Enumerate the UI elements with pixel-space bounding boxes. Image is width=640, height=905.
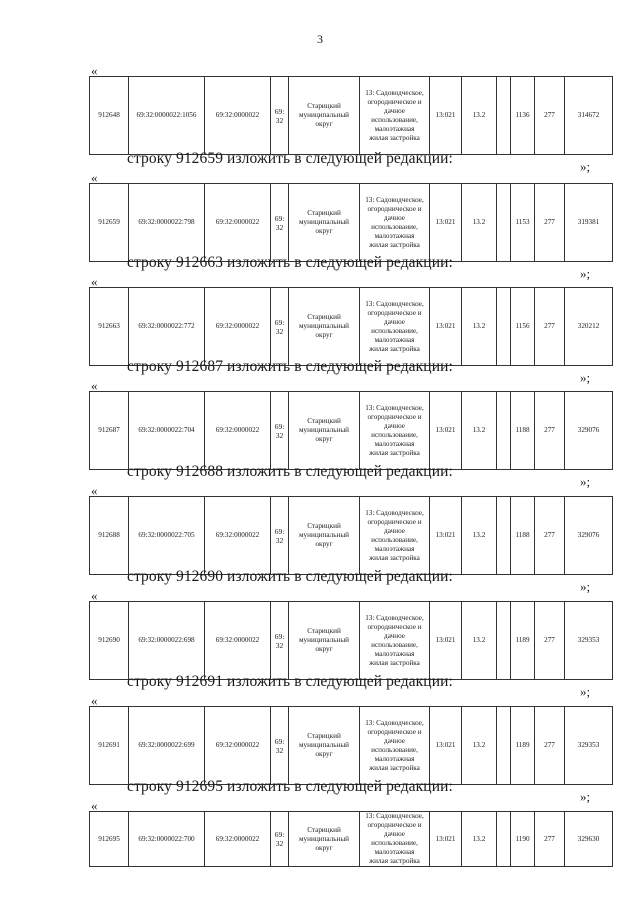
table-row	[90, 602, 613, 680]
cell-id: 912688	[90, 497, 129, 575]
cell-empty	[497, 812, 511, 867]
cell-id: 912687	[90, 392, 129, 470]
cell-group: 13.2	[462, 707, 497, 785]
cell-cadastral-number: 69:32:0000022:772	[129, 288, 205, 366]
cell-cadastral-number: 69:32:0000022:705	[129, 497, 205, 575]
cell-id: 912648	[90, 77, 129, 155]
cell-region: 69: 32	[271, 288, 289, 366]
open-quote: «	[91, 693, 98, 708]
cell-district: Старицкий муниципальный округ	[289, 184, 360, 262]
cell-empty	[497, 392, 511, 470]
cell-value: 319381	[565, 184, 613, 262]
open-quote: «	[91, 274, 98, 289]
cell-value: 329353	[565, 707, 613, 785]
cell-group: 13.2	[462, 184, 497, 262]
cell-use-code: 13:021	[430, 707, 462, 785]
cell-id: 912695	[90, 812, 129, 867]
cell-value: 329630	[565, 812, 613, 867]
cell-land-use: 13: Садоводческое, огородническое и дачное использование, малоэтажная жилая застройка	[360, 77, 430, 155]
amendment-instruction: строку 912695 изложить в следующей редакции:	[127, 778, 453, 795]
cell-region: 69: 32	[271, 707, 289, 785]
cell-rate: 277	[535, 184, 565, 262]
cell-use-code: 13:021	[430, 602, 462, 680]
amendment-instruction: строку 912690 изложить в следующей редакции:	[127, 568, 453, 585]
close-quote: »;	[580, 789, 591, 804]
cell-value: 329353	[565, 602, 613, 680]
cell-cadastral-number: 69:32:0000022:698	[129, 602, 205, 680]
cell-rate: 277	[535, 392, 565, 470]
close-quote: »;	[580, 266, 591, 281]
amendment-instruction: строку 912659 изложить в следующей редакции:	[127, 150, 453, 167]
cell-use-code: 13:021	[430, 77, 462, 155]
cell-empty	[497, 497, 511, 575]
open-quote: «	[91, 798, 98, 813]
cell-land-use: 13: Садоводческое, огородническое и дачное использование, малоэтажная жилая застройка	[360, 602, 430, 680]
cell-region: 69: 32	[271, 77, 289, 155]
cell-empty	[497, 288, 511, 366]
cell-rate: 277	[535, 77, 565, 155]
cell-region: 69: 32	[271, 392, 289, 470]
cell-quarter-code: 69:32:0000022	[205, 812, 271, 867]
cell-district: Старицкий муниципальный округ	[289, 288, 360, 366]
cell-value: 320212	[565, 288, 613, 366]
cell-land-use: 13: Садоводческое, огородническое и дачное использование, малоэтажная жилая застройка	[360, 184, 430, 262]
cell-area: 1153	[511, 184, 535, 262]
cell-cadastral-number: 69:32:0000022:1056	[129, 77, 205, 155]
cell-district: Старицкий муниципальный округ	[289, 707, 360, 785]
cell-district: Старицкий муниципальный округ	[289, 392, 360, 470]
cell-land-use: 13: Садоводческое, огородническое и дачное использование, малоэтажная жилая застройка	[360, 812, 430, 867]
cell-cadastral-number: 69:32:0000022:704	[129, 392, 205, 470]
close-quote: »;	[580, 370, 591, 385]
cell-group: 13.2	[462, 812, 497, 867]
register-row-table	[89, 706, 613, 785]
amendment-instruction: строку 912663 изложить в следующей редакции:	[127, 254, 453, 271]
cell-empty	[497, 602, 511, 680]
cell-empty	[497, 77, 511, 155]
cell-group: 13.2	[462, 77, 497, 155]
cell-district: Старицкий муниципальный округ	[289, 497, 360, 575]
register-row-table	[89, 76, 613, 155]
close-quote: »;	[580, 684, 591, 699]
cell-use-code: 13:021	[430, 497, 462, 575]
cell-land-use: 13: Садоводческое, огородническое и дачное использование, малоэтажная жилая застройка	[360, 707, 430, 785]
open-quote: «	[91, 63, 98, 78]
register-row-table	[89, 811, 613, 867]
cell-empty	[497, 184, 511, 262]
cell-group: 13.2	[462, 497, 497, 575]
cell-district: Старицкий муниципальный округ	[289, 77, 360, 155]
table-row	[90, 392, 613, 470]
register-row-table	[89, 496, 613, 575]
register-row-table	[89, 183, 613, 262]
cell-cadastral-number: 69:32:0000022:700	[129, 812, 205, 867]
cell-district: Старицкий муниципальный округ	[289, 602, 360, 680]
cell-value: 329076	[565, 497, 613, 575]
cell-land-use: 13: Садоводческое, огородническое и дачное использование, малоэтажная жилая застройка	[360, 288, 430, 366]
cell-area: 1189	[511, 707, 535, 785]
amendment-instruction: строку 912687 изложить в следующей редакции:	[127, 358, 453, 375]
cell-value: 314672	[565, 77, 613, 155]
close-quote: »;	[580, 579, 591, 594]
cell-region: 69: 32	[271, 602, 289, 680]
open-quote: «	[91, 170, 98, 185]
cell-area: 1189	[511, 602, 535, 680]
amendment-instruction: строку 912688 изложить в следующей редакции:	[127, 463, 453, 480]
amendment-instruction: строку 912691 изложить в следующей редакции:	[127, 673, 453, 690]
cell-id: 912690	[90, 602, 129, 680]
page-number: 3	[317, 32, 323, 46]
cell-quarter-code: 69:32:0000022	[205, 497, 271, 575]
cell-value: 329076	[565, 392, 613, 470]
cell-quarter-code: 69:32:0000022	[205, 602, 271, 680]
cell-area: 1188	[511, 497, 535, 575]
cell-rate: 277	[535, 497, 565, 575]
table-row	[90, 184, 613, 262]
cell-use-code: 13:021	[430, 184, 462, 262]
table-row	[90, 707, 613, 785]
register-row-table	[89, 391, 613, 470]
cell-quarter-code: 69:32:0000022	[205, 288, 271, 366]
cell-land-use: 13: Садоводческое, огородническое и дачное использование, малоэтажная жилая застройка	[360, 392, 430, 470]
cell-rate: 277	[535, 707, 565, 785]
cell-use-code: 13:021	[430, 288, 462, 366]
cell-id: 912691	[90, 707, 129, 785]
cell-quarter-code: 69:32:0000022	[205, 392, 271, 470]
cell-quarter-code: 69:32:0000022	[205, 707, 271, 785]
cell-rate: 277	[535, 602, 565, 680]
cell-quarter-code: 69:32:0000022	[205, 184, 271, 262]
cell-region: 69: 32	[271, 184, 289, 262]
cell-area: 1136	[511, 77, 535, 155]
cell-group: 13.2	[462, 602, 497, 680]
cell-id: 912659	[90, 184, 129, 262]
cell-use-code: 13:021	[430, 392, 462, 470]
cell-quarter-code: 69:32:0000022	[205, 77, 271, 155]
cell-id: 912663	[90, 288, 129, 366]
open-quote: «	[91, 483, 98, 498]
cell-area: 1190	[511, 812, 535, 867]
register-row-table	[89, 287, 613, 366]
register-row-table	[89, 601, 613, 680]
open-quote: «	[91, 378, 98, 393]
cell-rate: 277	[535, 288, 565, 366]
cell-cadastral-number: 69:32:0000022:798	[129, 184, 205, 262]
cell-region: 69: 32	[271, 812, 289, 867]
cell-rate: 277	[535, 812, 565, 867]
table-row	[90, 812, 613, 867]
cell-group: 13.2	[462, 392, 497, 470]
close-quote: »;	[580, 474, 591, 489]
cell-use-code: 13:021	[430, 812, 462, 867]
cell-area: 1156	[511, 288, 535, 366]
cell-cadastral-number: 69:32:0000022:699	[129, 707, 205, 785]
open-quote: «	[91, 588, 98, 603]
cell-group: 13.2	[462, 288, 497, 366]
table-row	[90, 288, 613, 366]
cell-district: Старицкий муниципальный округ	[289, 812, 360, 867]
table-row	[90, 77, 613, 155]
cell-empty	[497, 707, 511, 785]
close-quote: »;	[580, 159, 591, 174]
cell-region: 69: 32	[271, 497, 289, 575]
cell-area: 1188	[511, 392, 535, 470]
table-row	[90, 497, 613, 575]
cell-land-use: 13: Садоводческое, огородническое и дачное использование, малоэтажная жилая застройка	[360, 497, 430, 575]
